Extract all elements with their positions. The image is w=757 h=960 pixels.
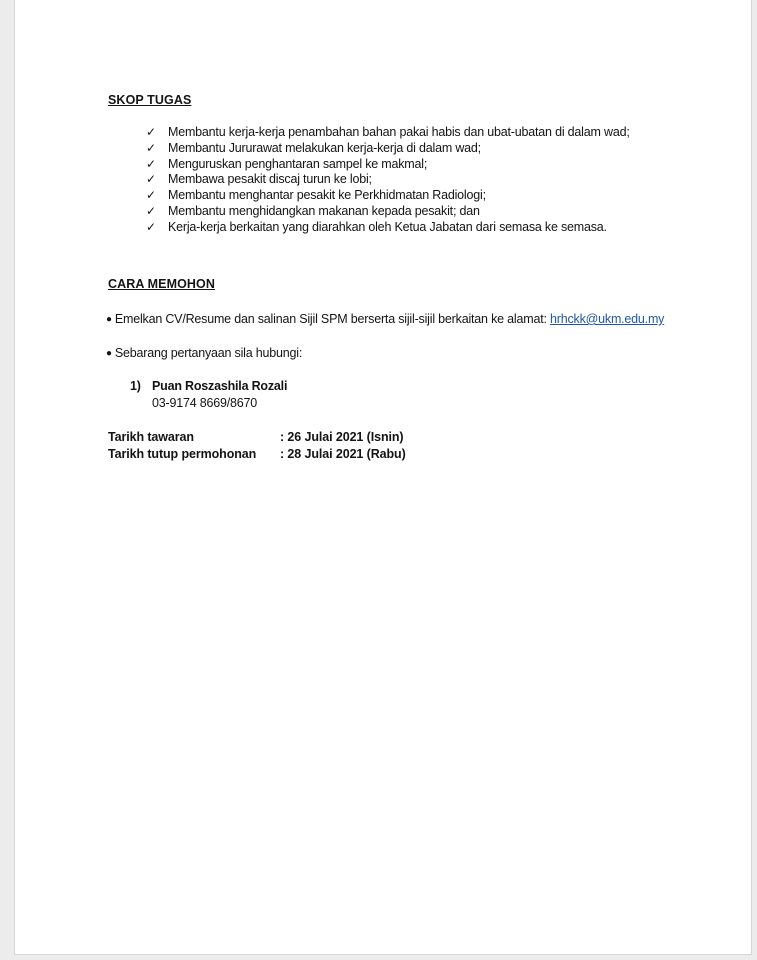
offer-date-label: Tarikh tawaran (108, 430, 194, 444)
list-item (146, 188, 630, 204)
contact-number: 1) (130, 379, 141, 393)
list-item (146, 204, 630, 220)
duty-text: Menguruskan penghantaran sampel ke makmal; (168, 156, 428, 171)
check-icon: ✓ (146, 156, 156, 171)
check-icon: ✓ (146, 203, 156, 218)
apply-text: Emelkan CV/Resume dan salinan Sijil SPM berserta sijil-sijil berkaitan ke alamat: (114, 312, 547, 326)
check-icon: ✓ (146, 188, 156, 203)
enquiry-instruction (106, 346, 302, 360)
list-item (146, 172, 630, 188)
check-icon: ✓ (146, 219, 156, 234)
contact-name: Puan Roszashila Rozali (152, 379, 288, 393)
list-item (146, 125, 630, 141)
duty-text: Kerja-kerja berkaitan yang diarahkan oleh Ketua Jabatan dari semasa ke semasa. (168, 219, 607, 234)
duty-text: Membantu Jururawat melakukan kerja-kerja di dalam wad; (168, 140, 481, 155)
email-link[interactable]: hrhckk@ukm.edu.my (550, 312, 665, 326)
list-item (146, 157, 630, 173)
duty-text: Membantu menghidangkan makanan kepada pesakit; dan (168, 203, 480, 218)
list-item (146, 141, 630, 157)
closing-date-label: Tarikh tutup permohonan (108, 447, 257, 461)
check-icon: ✓ (146, 140, 156, 155)
closing-date-value: : 28 Julai 2021 (Rabu) (280, 447, 406, 461)
duties-list (146, 125, 630, 236)
check-icon: ✓ (146, 125, 156, 139)
bullet-icon: ● (106, 348, 112, 359)
duty-text: Membantu kerja-kerja penambahan bahan pakai habis dan ubat-ubatan di dalam wad; (168, 125, 630, 139)
document-page (14, 0, 752, 955)
duty-text: Membantu menghantar pesakit ke Perkhidmatan Radiologi; (168, 188, 486, 203)
enquiry-text: Sebarang pertanyaan sila hubungi: (114, 346, 303, 360)
cara-memohon-heading: CARA MEMOHON (108, 277, 215, 291)
contact-phone: 03-9174 8669/8670 (152, 396, 258, 410)
contact-person (130, 378, 287, 412)
list-item (146, 220, 630, 236)
check-icon: ✓ (146, 172, 156, 187)
skop-tugas-heading: SKOP TUGAS (108, 93, 192, 107)
bullet-icon: ● (106, 314, 112, 325)
apply-instruction (106, 312, 664, 326)
offer-date-value: : 26 Julai 2021 (Isnin) (280, 430, 404, 444)
duty-text: Membawa pesakit discaj turun ke lobi; (168, 172, 372, 187)
key-dates (108, 429, 406, 463)
